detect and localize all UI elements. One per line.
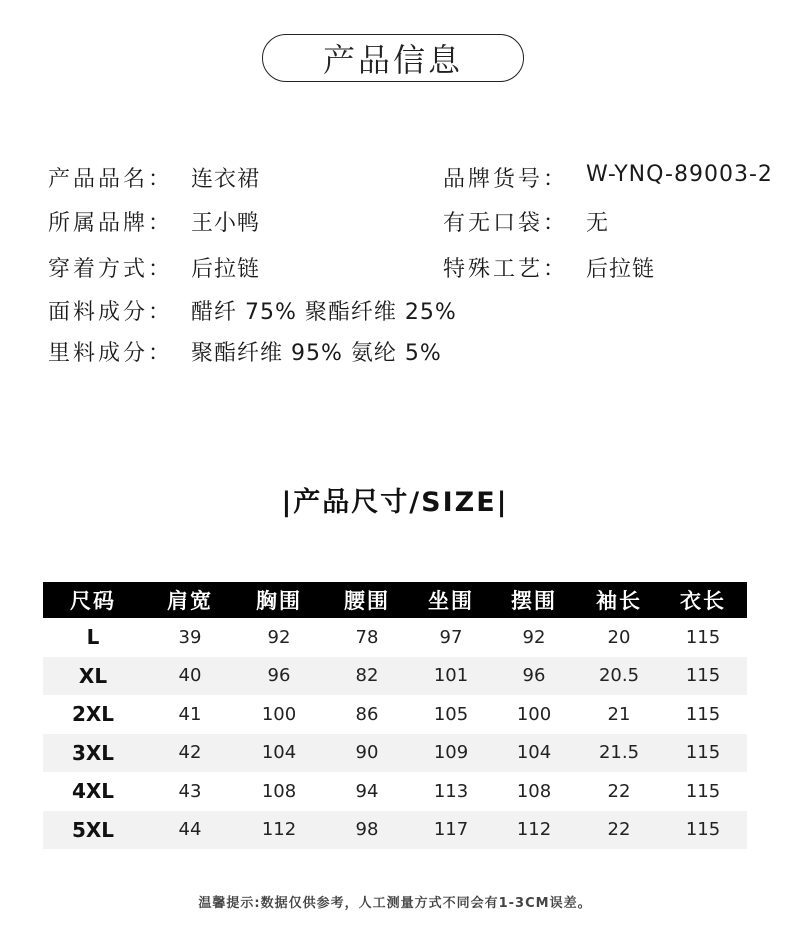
info-item-brand <box>48 206 261 237</box>
table-cell: 3XL <box>71 740 115 765</box>
table-cell: 4XL <box>71 779 115 804</box>
info-value: 醋纤 75% 聚酯纤维 25% <box>191 300 457 325</box>
table-cell: 41 <box>178 703 202 725</box>
table-cell: 115 <box>685 665 721 687</box>
table-cell: 115 <box>685 703 721 725</box>
table-cell: 40 <box>178 665 202 687</box>
table-cell: 100 <box>516 703 552 725</box>
header-cell-length: 衣长 <box>680 589 726 613</box>
info-value: W-YNQ-89003-2 <box>586 162 773 187</box>
table-cell: 20 <box>607 626 631 648</box>
info-label: 产品品名： <box>48 167 174 192</box>
info-value: 无 <box>586 211 610 236</box>
section-title-product-info <box>262 34 524 82</box>
header-cell-shoulder: 肩宽 <box>167 589 213 613</box>
table-cell: 2XL <box>71 702 115 727</box>
info-item-fabric <box>48 295 457 326</box>
table-cell: 20.5 <box>598 665 640 687</box>
table-cell: 108 <box>516 780 552 802</box>
table-cell: 21 <box>607 703 631 725</box>
size-table-header <box>43 582 747 618</box>
table-row <box>43 734 747 773</box>
table-cell: 78 <box>355 626 379 648</box>
table-cell: 96 <box>267 665 291 687</box>
table-cell: 100 <box>261 703 297 725</box>
table-cell: 43 <box>178 780 202 802</box>
table-cell: 21.5 <box>598 742 640 764</box>
table-cell: 39 <box>178 626 202 648</box>
table-cell: XL <box>78 663 108 688</box>
table-row <box>43 657 747 696</box>
info-label: 所属品牌： <box>48 211 174 236</box>
table-cell: 104 <box>516 742 552 764</box>
info-value: 后拉链 <box>191 257 261 282</box>
table-cell: 97 <box>439 626 463 648</box>
info-item-lining <box>48 336 442 367</box>
info-value: 连衣裙 <box>191 167 261 192</box>
measurement-note: 温馨提示:数据仅供参考，人工测量方式不同会有1-3CM误差。 <box>198 896 592 911</box>
table-cell: 112 <box>516 819 552 841</box>
table-cell: 5XL <box>71 817 115 842</box>
info-value: 王小鸭 <box>191 211 261 236</box>
table-row <box>43 811 747 850</box>
table-cell: 92 <box>267 626 291 648</box>
table-cell: 42 <box>178 742 202 764</box>
table-cell: 94 <box>355 780 379 802</box>
table-row <box>43 772 747 811</box>
table-cell: 22 <box>607 819 631 841</box>
info-label: 品牌货号： <box>443 167 569 192</box>
size-section-title: |产品尺寸/SIZE| <box>281 487 509 518</box>
info-item-pockets <box>443 206 610 237</box>
table-cell: 96 <box>522 665 546 687</box>
table-cell: 44 <box>178 819 202 841</box>
table-cell: 90 <box>355 742 379 764</box>
info-item-item-number <box>443 162 773 193</box>
table-cell: 115 <box>685 819 721 841</box>
header-cell-chest: 胸围 <box>256 589 302 613</box>
info-item-wearing-method <box>48 252 261 283</box>
table-cell: 104 <box>261 742 297 764</box>
header-cell-waist: 腰围 <box>344 589 390 613</box>
table-cell: 113 <box>433 780 469 802</box>
table-cell: L <box>86 625 100 650</box>
table-cell: 108 <box>261 780 297 802</box>
info-label: 里料成分： <box>48 341 174 366</box>
info-label: 有无口袋： <box>443 211 569 236</box>
header-cell-sleeve: 袖长 <box>596 589 642 613</box>
header-cell-hem: 摆围 <box>511 589 557 613</box>
table-cell: 92 <box>522 626 546 648</box>
table-cell: 112 <box>261 819 297 841</box>
table-cell: 117 <box>433 819 469 841</box>
table-cell: 105 <box>433 703 469 725</box>
table-row <box>43 618 747 657</box>
table-cell: 86 <box>355 703 379 725</box>
info-label: 穿着方式： <box>48 257 174 282</box>
header-cell-hip: 坐围 <box>428 589 474 613</box>
table-row <box>43 695 747 734</box>
info-item-product-name <box>48 162 261 193</box>
table-cell: 98 <box>355 819 379 841</box>
info-value: 后拉链 <box>586 257 656 282</box>
table-cell: 109 <box>433 742 469 764</box>
table-cell: 115 <box>685 742 721 764</box>
table-cell: 101 <box>433 665 469 687</box>
table-cell: 82 <box>355 665 379 687</box>
table-cell: 115 <box>685 626 721 648</box>
info-item-special-craft <box>443 252 656 283</box>
size-table <box>43 582 747 849</box>
info-label: 特殊工艺： <box>443 257 569 282</box>
table-cell: 115 <box>685 780 721 802</box>
info-label: 面料成分： <box>48 300 174 325</box>
header-cell-size: 尺码 <box>70 589 116 613</box>
table-cell: 22 <box>607 780 631 802</box>
section-title-text: 产品信息 <box>322 41 463 79</box>
info-value: 聚酯纤维 95% 氨纶 5% <box>191 341 442 366</box>
